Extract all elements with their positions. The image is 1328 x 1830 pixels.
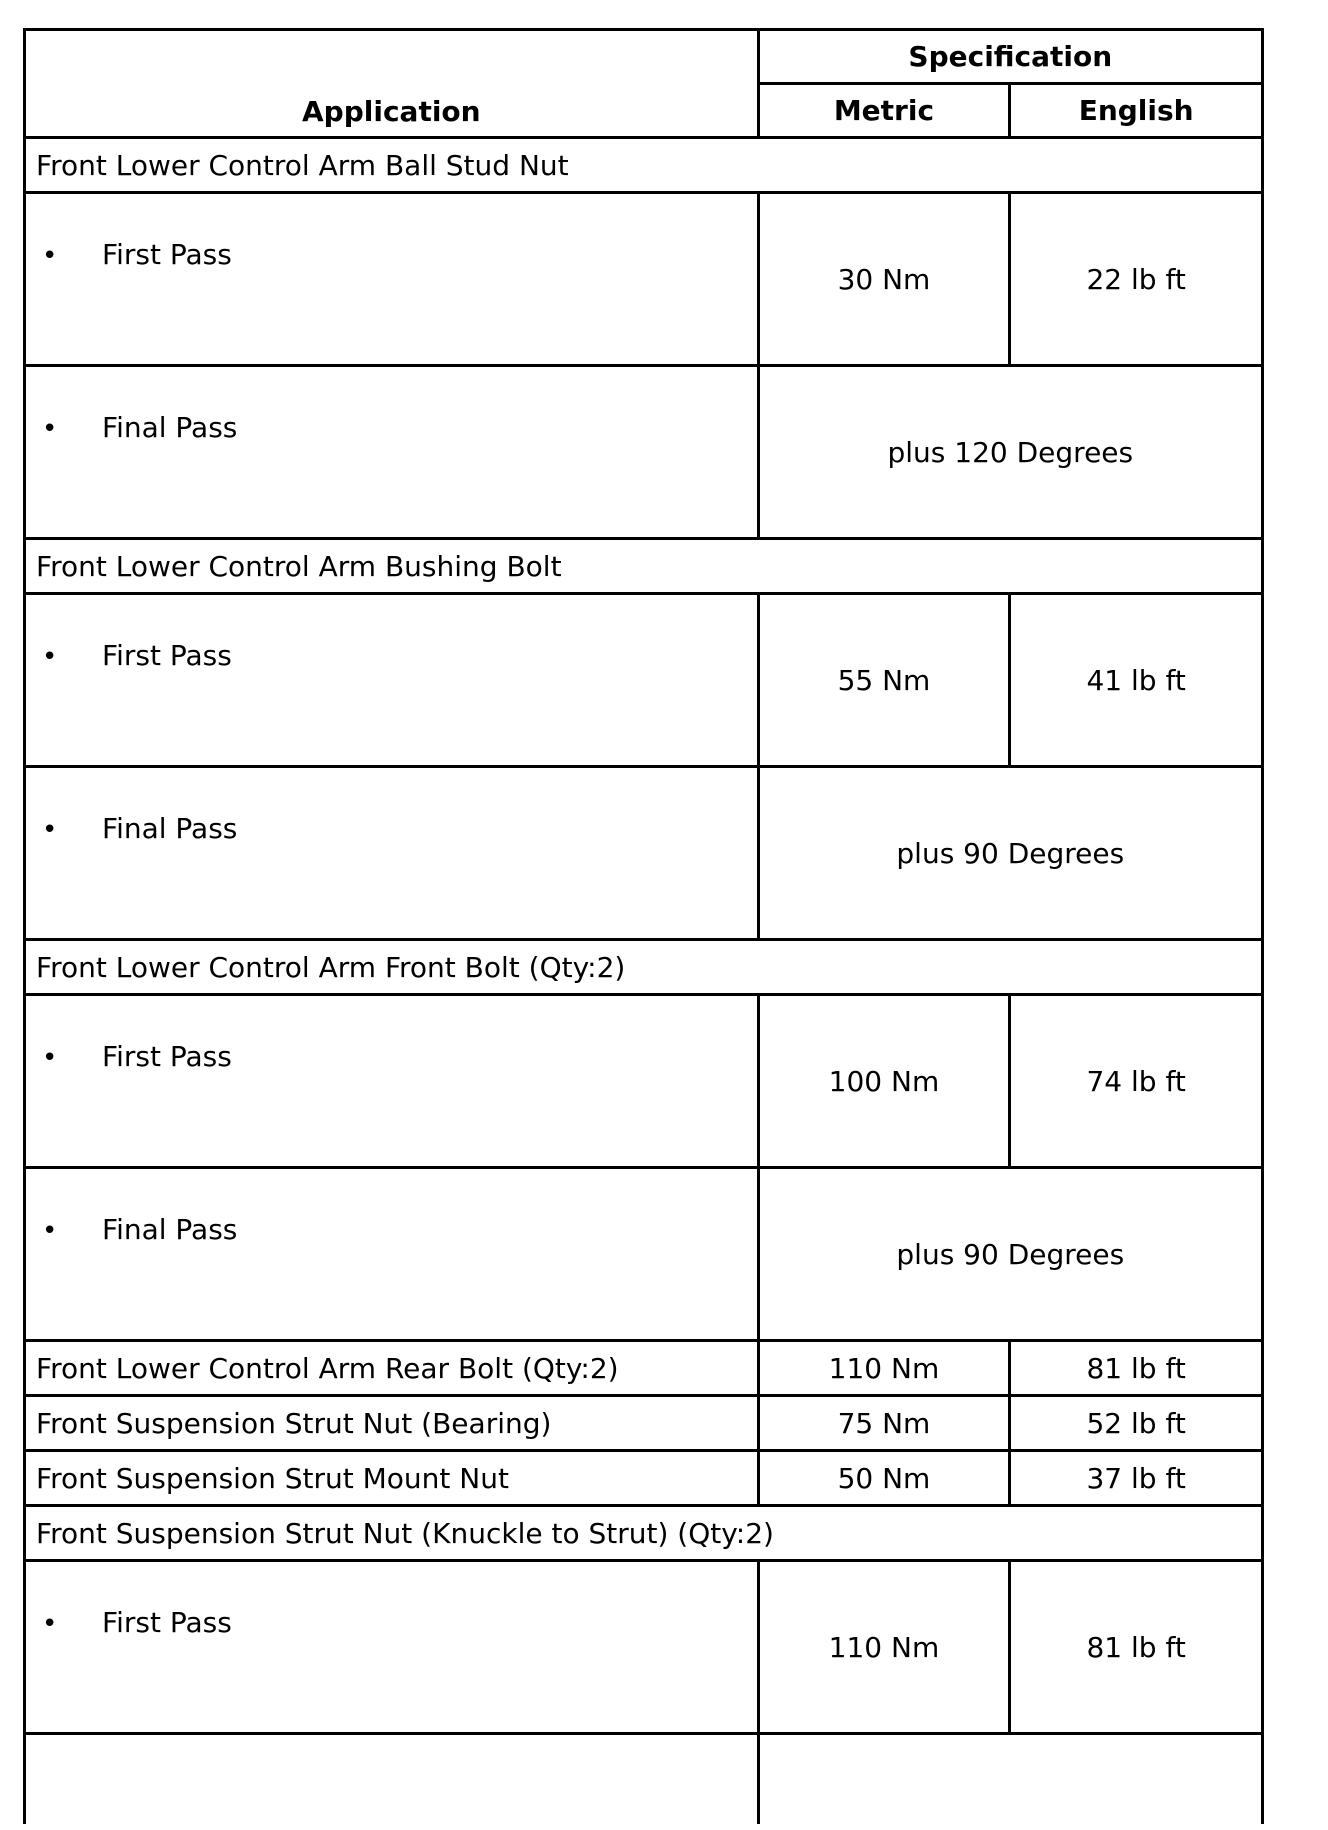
section-title: Front Suspension Strut Nut (Knuckle to Strut) (Qty:2) [25,1506,1263,1561]
bullet-icon: • [42,1216,58,1246]
empty-cell [25,1734,759,1824]
metric-value: 55 Nm [758,594,1010,767]
english-value: 81 lb ft [1010,1561,1263,1734]
bullet-icon: • [42,1043,58,1073]
first-pass-row [25,193,1263,366]
application-header: Application [25,30,759,138]
bullet-icon: • [42,1609,58,1639]
final-pass-label: Final Pass [102,411,238,444]
metric-value: 75 Nm [758,1396,1010,1451]
final-pass-label-cell [25,1168,759,1341]
english-value: 81 lb ft [1010,1341,1263,1396]
section-title-row [25,1506,1263,1561]
section-title-row [25,940,1263,995]
english-value: 22 lb ft [1010,193,1263,366]
bullet-icon: • [42,815,58,845]
final-pass-label-cell [25,767,759,940]
spec-row [25,1341,1263,1396]
first-pass-label-cell [25,193,759,366]
bullet-icon: • [42,414,58,444]
spec-row [25,1396,1263,1451]
metric-value: 110 Nm [758,1341,1010,1396]
final-pass-value: plus 90 Degrees [758,1168,1262,1341]
first-pass-row [25,995,1263,1168]
final-pass-value: plus 90 Degrees [758,767,1262,940]
first-pass-label: First Pass [102,238,232,271]
torque-spec-table [23,28,1264,1824]
english-value: 41 lb ft [1010,594,1263,767]
spec-row [25,1451,1263,1506]
metric-value: 100 Nm [758,995,1010,1168]
section-title: Front Lower Control Arm Bushing Bolt [25,539,1263,594]
english-value: 52 lb ft [1010,1396,1263,1451]
section-title: Front Lower Control Arm Ball Stud Nut [25,138,1263,193]
first-pass-label-cell [25,594,759,767]
metric-value: 30 Nm [758,193,1010,366]
first-pass-row [25,1561,1263,1734]
final-pass-row [25,366,1263,539]
section-title: Front Lower Control Arm Front Bolt (Qty:2) [25,940,1263,995]
english-header: English [1010,84,1263,138]
first-pass-label-cell [25,1561,759,1734]
specification-header: Specification [758,30,1262,84]
first-pass-label: First Pass [102,1606,232,1639]
metric-header: Metric [758,84,1010,138]
final-pass-row [25,1168,1263,1341]
first-pass-label: First Pass [102,639,232,672]
spec-label: Front Suspension Strut Nut (Bearing) [25,1396,759,1451]
header-row-1 [25,30,1263,84]
section-title-row [25,539,1263,594]
english-value: 74 lb ft [1010,995,1263,1168]
first-pass-row [25,594,1263,767]
final-pass-row [25,767,1263,940]
spec-label: Front Suspension Strut Mount Nut [25,1451,759,1506]
empty-cell [758,1734,1262,1824]
first-pass-label: First Pass [102,1040,232,1073]
final-pass-label: Final Pass [102,812,238,845]
metric-value: 50 Nm [758,1451,1010,1506]
final-pass-value: plus 120 Degrees [758,366,1262,539]
bullet-icon: • [42,241,58,271]
final-pass-label-cell [25,366,759,539]
first-pass-label-cell [25,995,759,1168]
truncated-row [25,1734,1263,1824]
final-pass-label: Final Pass [102,1213,238,1246]
spec-label: Front Lower Control Arm Rear Bolt (Qty:2) [25,1341,759,1396]
metric-value: 110 Nm [758,1561,1010,1734]
section-title-row [25,138,1263,193]
bullet-icon: • [42,642,58,672]
english-value: 37 lb ft [1010,1451,1263,1506]
